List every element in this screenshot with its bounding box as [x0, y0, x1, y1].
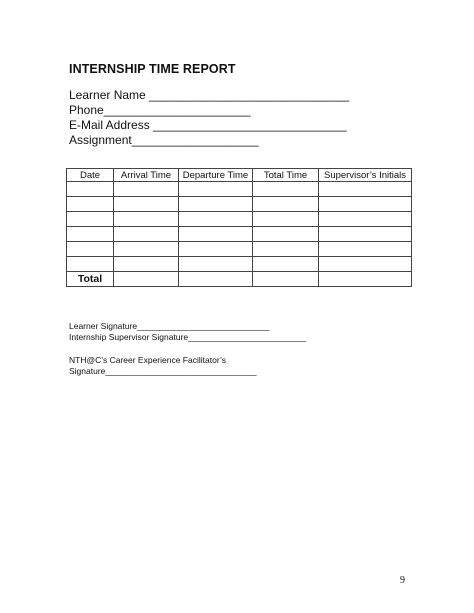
- header-departure-time: Departure Time: [179, 169, 253, 182]
- header-total-time: Total Time: [253, 169, 319, 182]
- table-cell: [67, 257, 114, 272]
- table-cell: [67, 197, 114, 212]
- learner-name-field: Learner Name ______________________________: [69, 88, 350, 102]
- header-arrival-time: Arrival Time: [114, 169, 179, 182]
- table-cell: [253, 197, 319, 212]
- learner-info-fields: [69, 88, 349, 148]
- table-cell: [179, 272, 253, 287]
- table-cell: [179, 242, 253, 257]
- table-cell: [114, 197, 179, 212]
- document-title: INTERNSHIP TIME REPORT: [69, 62, 236, 76]
- table-row: [67, 227, 412, 242]
- table-cell: [179, 197, 253, 212]
- table-cell: [179, 212, 253, 227]
- table-body: [67, 182, 412, 287]
- table-cell: [114, 272, 179, 287]
- table-header-row: [67, 169, 412, 182]
- phone-field: Phone______________________: [69, 103, 251, 117]
- table-cell: [253, 257, 319, 272]
- table-cell: [319, 197, 412, 212]
- facilitator-signature-line: Signature________________________________: [69, 366, 257, 376]
- table-cell: [179, 227, 253, 242]
- table-cell: [253, 212, 319, 227]
- table-cell: [67, 242, 114, 257]
- learner-signature-line: Learner Signature____________________________: [69, 321, 270, 331]
- table-cell: [114, 212, 179, 227]
- email-field: E-Mail Address _____________________________: [69, 118, 347, 132]
- table-cell: [67, 182, 114, 197]
- table-row: [67, 197, 412, 212]
- time-report-table: [66, 168, 412, 287]
- supervisor-signature-line: Internship Supervisor Signature_________________________: [69, 332, 307, 342]
- table-cell: [319, 182, 412, 197]
- table-cell: [114, 257, 179, 272]
- table-cell: [179, 257, 253, 272]
- signature-section: [69, 321, 306, 377]
- table-cell: [253, 182, 319, 197]
- table-row: [67, 257, 412, 272]
- total-row: [67, 272, 412, 287]
- table-row: [67, 212, 412, 227]
- table-cell: [67, 212, 114, 227]
- assignment-field: Assignment___________________: [69, 133, 259, 147]
- facilitator-signature-label: NTH@C’s Career Experience Facilitator’s: [69, 355, 226, 365]
- header-supervisor-initials: Supervisor’s Initials: [319, 169, 412, 182]
- table-cell: [319, 212, 412, 227]
- table-cell: [253, 242, 319, 257]
- table-cell: [67, 227, 114, 242]
- table-cell: [114, 182, 179, 197]
- table-cell: [319, 272, 412, 287]
- table-cell: [179, 182, 253, 197]
- table-cell: [319, 227, 412, 242]
- table-cell: [114, 227, 179, 242]
- table-row: [67, 182, 412, 197]
- table-cell: [319, 257, 412, 272]
- table-cell: [319, 242, 412, 257]
- table-cell: [253, 272, 319, 287]
- table-cell: [253, 227, 319, 242]
- table-row: [67, 242, 412, 257]
- header-date: Date: [67, 169, 114, 182]
- total-label: Total: [67, 272, 114, 287]
- table-cell: [114, 242, 179, 257]
- page-number: 9: [400, 575, 405, 586]
